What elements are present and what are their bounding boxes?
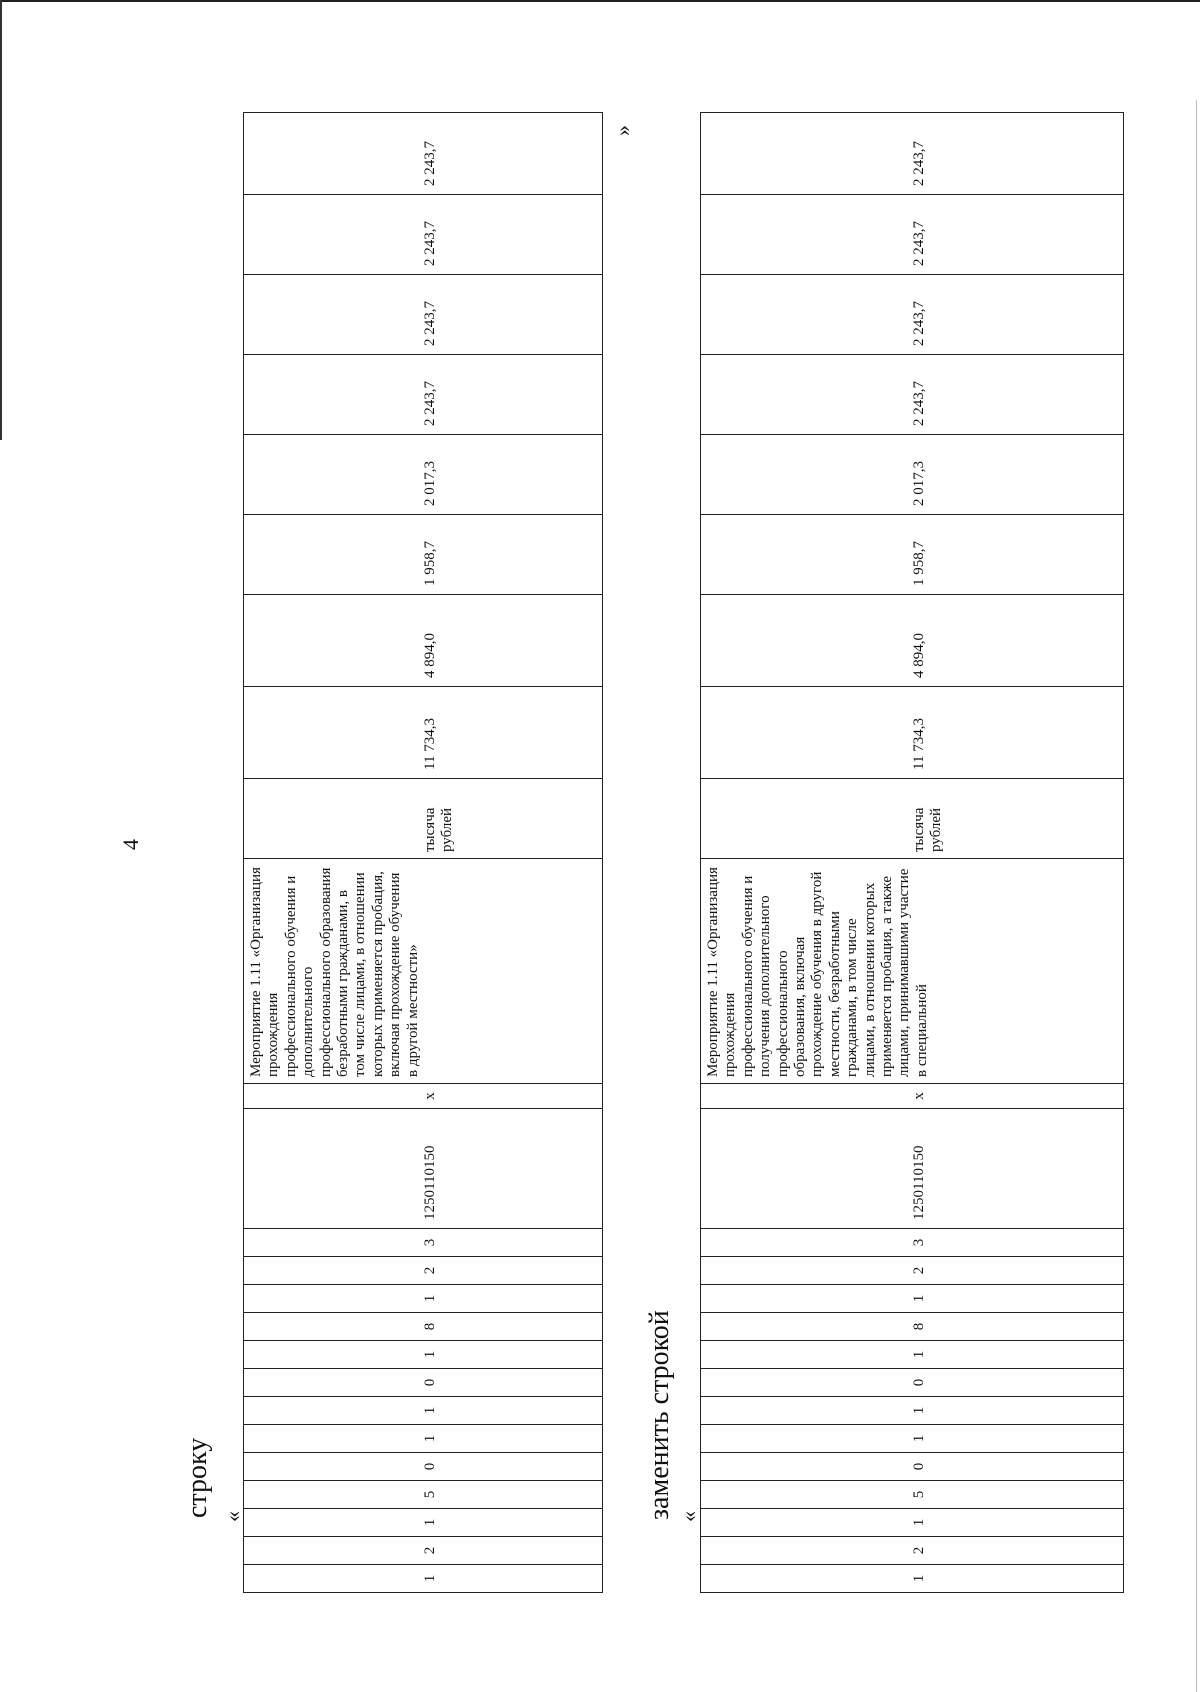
value-cell: 2 243,7 — [244, 113, 603, 195]
code-digit-cell: 0 — [244, 1453, 603, 1481]
code-digit-cell: 2 — [701, 1257, 1124, 1285]
code-digit-cell: 0 — [701, 1369, 1124, 1397]
code-digit-cell: 1 — [244, 1285, 603, 1313]
value-cell: 2 243,7 — [701, 275, 1124, 355]
value-cell: 2 243,7 — [244, 275, 603, 355]
description-cell: Мероприятие 1.11 «Организация прохождения профессионального обучения и дополнительного профессионального образования безработными гражданами, в том числе лицами, в отношении которых применяется пробация, включая прохождение обучения в другой местности» — [244, 859, 603, 1084]
open-quote-1: « — [220, 1511, 245, 1522]
code-cell: 1250110150 — [244, 1109, 603, 1229]
code-cell: 1250110150 — [701, 1109, 1124, 1229]
code-digit-cell: 8 — [244, 1313, 603, 1341]
code-digit-cell: 1 — [244, 1425, 603, 1453]
code-digit-cell: 1 — [244, 1397, 603, 1425]
page-number: 4 — [118, 839, 143, 850]
value-cell: 2 017,3 — [701, 435, 1124, 515]
code-digit-cell: 1 — [244, 1509, 603, 1537]
value-cell: 1 958,7 — [244, 515, 603, 595]
code-digit-cell: 5 — [244, 1481, 603, 1509]
description-cell: Мероприятие 1.11 «Организация прохождения профессионального обучения и получения дополнительного профессионального образования, включая прохождение обучения в другой местности, безработными гражданами, в том числе лицами, в отношении которых применяется пробация, а также лицами, принимавшими участие в специальной — [701, 859, 1124, 1084]
replacement-row-table — [700, 112, 1124, 1593]
code-digit-cell: 1 — [701, 1425, 1124, 1453]
value-cell: 2 243,7 — [701, 195, 1124, 275]
value-cell: 11 734,3 — [701, 687, 1124, 779]
original-row-table — [243, 112, 603, 1593]
replacement-row-table-block — [700, 113, 1060, 1593]
code-digit-cell: 3 — [244, 1229, 603, 1257]
value-cell: 2 017,3 — [244, 435, 603, 515]
code-digit-cell: 1 — [701, 1397, 1124, 1425]
label-before: строку — [182, 1437, 213, 1518]
scan-edge-top — [0, 0, 1200, 2]
mark-cell: x — [244, 1084, 603, 1109]
scan-edge-right — [1196, 100, 1197, 1692]
code-digit-cell: 1 — [701, 1565, 1124, 1593]
code-digit-cell: 1 — [701, 1285, 1124, 1313]
code-digit-cell: 5 — [701, 1481, 1124, 1509]
code-digit-cell: 1 — [244, 1565, 603, 1593]
table-row — [701, 113, 1124, 1593]
original-row-table-block — [243, 113, 603, 1593]
mark-cell: x — [701, 1084, 1124, 1109]
label-after: заменить строкой — [644, 1310, 675, 1520]
value-cell: 2 243,7 — [701, 355, 1124, 435]
code-digit-cell: 1 — [701, 1509, 1124, 1537]
code-digit-cell: 1 — [244, 1341, 603, 1369]
code-digit-cell: 3 — [701, 1229, 1124, 1257]
value-cell: 4 894,0 — [244, 595, 603, 687]
code-digit-cell: 0 — [701, 1453, 1124, 1481]
code-digit-cell: 2 — [244, 1257, 603, 1285]
value-cell: 4 894,0 — [701, 595, 1124, 687]
close-quote-1: » — [610, 125, 635, 136]
table-row — [244, 113, 603, 1593]
value-cell: 2 243,7 — [701, 113, 1124, 195]
unit-cell: тысяча рублей — [701, 779, 1124, 859]
scan-edge-left — [0, 0, 2, 440]
code-digit-cell: 0 — [244, 1369, 603, 1397]
code-digit-cell: 2 — [244, 1537, 603, 1565]
open-quote-2: « — [676, 1511, 701, 1522]
code-digit-cell: 8 — [701, 1313, 1124, 1341]
value-cell: 2 243,7 — [244, 355, 603, 435]
value-cell: 11 734,3 — [244, 687, 603, 779]
value-cell: 1 958,7 — [701, 515, 1124, 595]
unit-cell: тысяча рублей — [244, 779, 603, 859]
code-digit-cell: 1 — [701, 1341, 1124, 1369]
code-digit-cell: 2 — [701, 1537, 1124, 1565]
value-cell: 2 243,7 — [244, 195, 603, 275]
